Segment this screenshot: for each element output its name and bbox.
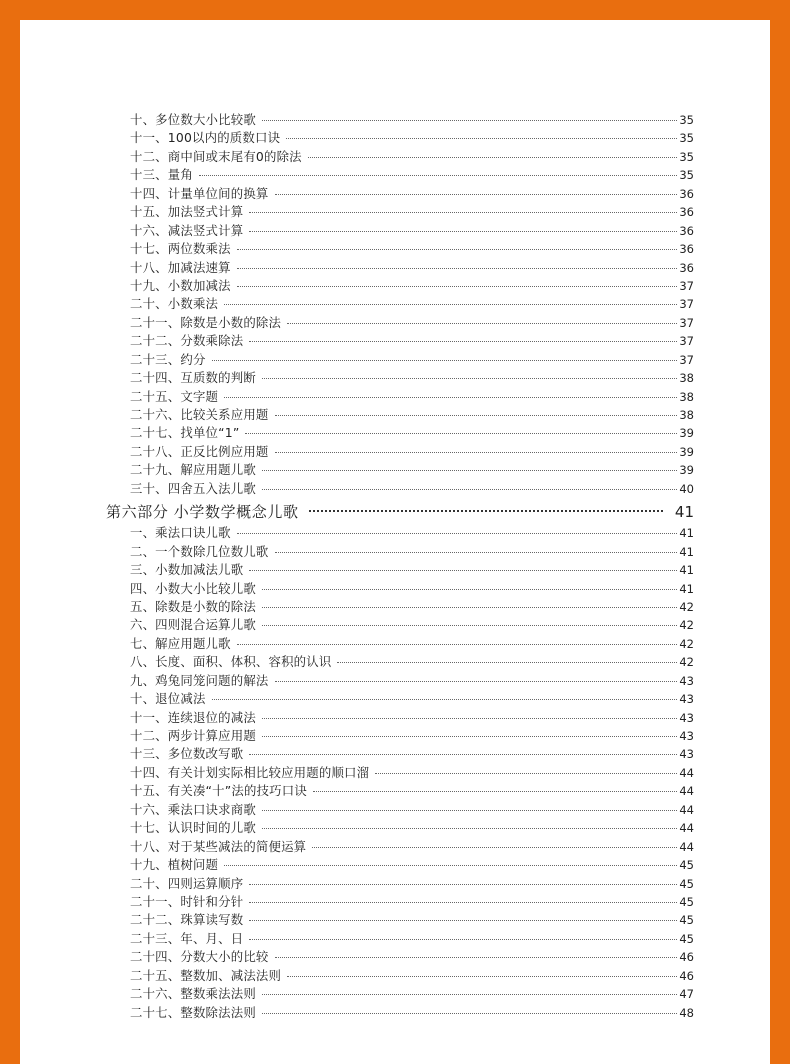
toc-entry-title: 四、小数大小比较儿歌: [130, 580, 256, 596]
toc-entry: [20, 727, 770, 745]
toc-dot-leader: [262, 625, 677, 626]
toc-page-number: 41: [679, 581, 694, 596]
toc-entry-title: 三、小数加减法儿歌: [130, 562, 244, 578]
toc-entry: [20, 838, 770, 856]
toc-entry: [20, 148, 770, 166]
toc-entry: [20, 709, 770, 727]
toc-page-number: 45: [679, 894, 694, 909]
toc-page-number: 37: [679, 334, 694, 349]
toc-page-number: 46: [679, 968, 694, 983]
toc-entry: [20, 985, 770, 1003]
toc-dot-leader: [262, 718, 677, 719]
toc-page-number: 37: [679, 352, 694, 367]
toc-entry: [20, 129, 770, 147]
toc-dot-leader: [245, 433, 677, 434]
toc-page-number: 39: [679, 426, 694, 441]
toc-page-number: 42: [679, 636, 694, 651]
toc-dot-leader: [249, 212, 677, 213]
toc-entry-title: 十四、有关计划实际相比较应用题的顺口溜: [130, 764, 370, 780]
toc-entry: [20, 111, 770, 129]
toc-page-number: 43: [679, 673, 694, 688]
toc-dot-leader: [249, 884, 677, 885]
toc-entry-title: 十三、量角: [130, 167, 193, 183]
toc-page-number: 38: [679, 371, 694, 386]
toc-entry-title: 十九、植树问题: [130, 857, 219, 873]
toc-page-number: 44: [679, 802, 694, 817]
toc-entry-title: 十三、多位数改写歌: [130, 746, 244, 762]
toc-page-number: 44: [679, 821, 694, 836]
toc-entry: [20, 332, 770, 350]
toc-page-number: 42: [679, 655, 694, 670]
toc-dot-leader: [199, 175, 677, 176]
toc-dot-leader: [237, 249, 678, 250]
toc-page-number: 39: [679, 463, 694, 478]
toc-entry: [20, 948, 770, 966]
toc-entry: [20, 911, 770, 929]
toc-dot-leader: [308, 157, 678, 158]
toc-dot-leader: [249, 231, 677, 232]
toc-dot-leader: [224, 304, 677, 305]
toc-entry: [20, 616, 770, 634]
toc-entry: [20, 259, 770, 277]
toc-entry-title: 二十五、整数加、减法法则: [130, 967, 282, 983]
toc-dot-leader: [262, 378, 677, 379]
toc-dot-leader: [287, 323, 677, 324]
toc-entry: [20, 369, 770, 387]
toc-entry: [20, 166, 770, 184]
toc-entry-title: 七、解应用题儿歌: [130, 635, 231, 651]
toc-entry: [20, 240, 770, 258]
toc-entry: [20, 203, 770, 221]
toc-entry-title: 三十、四舍五入法儿歌: [130, 480, 256, 496]
toc-part-title: 第六部分 小学数学概念儿歌: [106, 503, 299, 522]
toc-entry: [20, 406, 770, 424]
table-of-contents: [20, 111, 770, 1022]
toc-dot-leader: [262, 470, 677, 471]
toc-page-number: 37: [679, 315, 694, 330]
toc-entry-title: 十七、两位数乘法: [130, 241, 231, 257]
toc-entry-title: 十五、加法竖式计算: [130, 204, 244, 220]
toc-entry-title: 八、长度、面积、体积、容积的认识: [130, 654, 332, 670]
toc-entry-title: 十八、加减法速算: [130, 259, 231, 275]
toc-entry: [20, 543, 770, 561]
toc-page-number: 41: [679, 563, 694, 578]
toc-dot-leader: [262, 607, 677, 608]
toc-dot-leader: [309, 510, 663, 512]
toc-dot-leader: [249, 754, 677, 755]
toc-entry: [20, 580, 770, 598]
toc-page-number: 44: [679, 765, 694, 780]
toc-entry: [20, 856, 770, 874]
toc-entry-title: 二十一、时针和分针: [130, 893, 244, 909]
toc-page-number: 48: [679, 1005, 694, 1020]
toc-entry: [20, 801, 770, 819]
toc-page-number: 42: [679, 618, 694, 633]
toc-page-number: 41: [679, 544, 694, 559]
toc-dot-leader: [237, 286, 678, 287]
toc-dot-leader: [262, 810, 677, 811]
toc-dot-leader: [249, 341, 677, 342]
toc-dot-leader: [262, 120, 677, 121]
toc-entry-title: 九、鸡兔同笼问题的解法: [130, 672, 269, 688]
toc-page-number: 44: [679, 784, 694, 799]
toc-entry-title: 二十四、分数大小的比较: [130, 949, 269, 965]
toc-page-number: 43: [679, 729, 694, 743]
toc-entry: [20, 185, 770, 203]
toc-dot-leader: [212, 699, 678, 700]
toc-entry: [20, 388, 770, 406]
toc-page-number: 45: [679, 858, 694, 873]
toc-dot-leader: [249, 939, 677, 940]
toc-entry: [20, 480, 770, 498]
toc-entry-title: 十一、连续退位的减法: [130, 709, 256, 725]
toc-entry-title: 十六、乘法口诀求商歌: [130, 801, 256, 817]
toc-dot-leader: [249, 920, 677, 921]
toc-dot-leader: [262, 994, 677, 995]
toc-entry: [20, 819, 770, 837]
toc-entry-title: 二十六、整数乘法法则: [130, 986, 256, 1002]
toc-entry: [20, 424, 770, 442]
toc-dot-leader: [275, 194, 678, 195]
toc-page-number: 45: [679, 931, 694, 946]
toc-page-number: 35: [679, 113, 694, 127]
toc-entry: [20, 524, 770, 542]
toc-page-number: 44: [679, 839, 694, 854]
toc-dot-leader: [275, 452, 678, 453]
toc-entry-title: 十二、两步计算应用题: [130, 728, 256, 743]
toc-entry: [20, 222, 770, 240]
toc-dot-leader: [313, 791, 677, 792]
toc-entry: [20, 314, 770, 332]
toc-dot-leader: [249, 570, 677, 571]
toc-page-number: 43: [679, 692, 694, 707]
toc-entry: [20, 1004, 770, 1022]
toc-dot-leader: [237, 533, 678, 534]
toc-entry: [20, 277, 770, 295]
toc-entry-title: 二十五、文字题: [130, 388, 219, 404]
toc-page-number: 37: [679, 297, 694, 312]
toc-entry-title: 十、退位减法: [130, 691, 206, 707]
toc-entry-title: 二十六、比较关系应用题: [130, 407, 269, 422]
toc-entry-title: 十二、商中间或末尾有0的除法: [130, 148, 302, 164]
toc-dot-leader: [212, 360, 678, 361]
toc-entry: [20, 893, 770, 911]
toc-entry: [20, 764, 770, 782]
toc-part-heading: [20, 500, 770, 524]
toc-page-number: 41: [679, 526, 694, 541]
toc-page-number: 36: [679, 205, 694, 220]
toc-page-number: 36: [679, 223, 694, 238]
toc-page-number: 36: [679, 186, 694, 201]
toc-entry-title: 十八、对于某些减法的简便运算: [130, 838, 307, 854]
toc-entry: [20, 967, 770, 985]
toc-entry-title: 二十七、找单位“1”: [130, 425, 240, 441]
toc-dot-leader: [262, 489, 677, 490]
toc-entry-title: 十九、小数加减法: [130, 277, 231, 293]
toc-page-number: 36: [679, 260, 694, 275]
toc-dot-leader: [262, 1013, 677, 1014]
toc-entry-title: 二十二、珠算读写数: [130, 912, 244, 928]
toc-page-number: 43: [679, 710, 694, 725]
toc-entry: [20, 690, 770, 708]
toc-entry-title: 二十一、除数是小数的除法: [130, 314, 282, 330]
toc-entry-title: 二十九、解应用题儿歌: [130, 462, 256, 478]
toc-entry: [20, 782, 770, 800]
toc-dot-leader: [275, 552, 678, 553]
toc-entry: [20, 561, 770, 579]
toc-entry: [20, 598, 770, 616]
toc-entry-title: 十四、计量单位间的换算: [130, 185, 269, 201]
toc-entry-title: 二十八、正反比例应用题: [130, 443, 269, 459]
toc-entry-title: 五、除数是小数的除法: [130, 598, 256, 614]
toc-page-number: 43: [679, 747, 694, 762]
toc-page-number: 46: [679, 950, 694, 965]
toc-page-number: 42: [679, 599, 694, 614]
toc-entry: [20, 295, 770, 313]
toc-entry-title: 二十三、年、月、日: [130, 930, 244, 946]
toc-page-number: 38: [679, 408, 694, 422]
toc-page-number: 35: [679, 168, 694, 183]
toc-page-number: 37: [679, 278, 694, 293]
toc-page-number: 40: [679, 481, 694, 496]
toc-page-number: 35: [679, 131, 694, 146]
toc-dot-leader: [375, 773, 677, 774]
toc-entry-title: 十五、有关凑“十”法的技巧口诀: [130, 783, 307, 799]
toc-page-number: 38: [679, 389, 694, 404]
toc-entry-title: 二十二、分数乘除法: [130, 333, 244, 349]
toc-entry: [20, 351, 770, 369]
toc-entry-title: 六、四则混合运算儿歌: [130, 617, 256, 633]
toc-entry-title: 二十、小数乘法: [130, 296, 219, 312]
toc-page-number: 36: [679, 242, 694, 257]
toc-entry-title: 十、多位数大小比较歌: [130, 112, 256, 127]
toc-entry-title: 二、一个数除几位数儿歌: [130, 543, 269, 559]
document-page: [20, 20, 770, 1064]
toc-entry-title: 十六、减法竖式计算: [130, 222, 244, 238]
toc-dot-leader: [224, 397, 677, 398]
toc-page-number: 39: [679, 444, 694, 459]
toc-dot-leader: [262, 589, 677, 590]
toc-entry-title: 十一、100以内的质数口诀: [130, 130, 281, 146]
toc-dot-leader: [312, 847, 677, 848]
toc-entry: [20, 461, 770, 479]
toc-entry: [20, 635, 770, 653]
toc-entry: [20, 653, 770, 671]
toc-dot-leader: [262, 736, 677, 737]
toc-page-number: 45: [679, 876, 694, 891]
toc-dot-leader: [224, 865, 677, 866]
toc-dot-leader: [275, 415, 678, 416]
toc-entry-title: 二十四、互质数的判断: [130, 370, 256, 386]
toc-entry: [20, 875, 770, 893]
toc-entry-title: 二十三、约分: [130, 351, 206, 367]
toc-page-number: 41: [674, 503, 694, 522]
toc-page-number: 47: [679, 987, 694, 1002]
toc-entry: [20, 672, 770, 690]
toc-entry-title: 二十七、整数除法法则: [130, 1004, 256, 1020]
toc-entry-title: 一、乘法口诀儿歌: [130, 525, 231, 541]
toc-dot-leader: [287, 976, 677, 977]
toc-dot-leader: [237, 268, 678, 269]
toc-dot-leader: [275, 681, 678, 682]
toc-dot-leader: [286, 138, 677, 139]
toc-dot-leader: [237, 644, 678, 645]
toc-entry-title: 二十、四则运算顺序: [130, 875, 244, 891]
toc-dot-leader: [262, 828, 677, 829]
toc-dot-leader: [337, 662, 677, 663]
toc-entry: [20, 443, 770, 461]
toc-dot-leader: [249, 902, 677, 903]
toc-dot-leader: [275, 957, 678, 958]
toc-entry: [20, 745, 770, 763]
toc-entry: [20, 930, 770, 948]
toc-page-number: 35: [679, 149, 694, 164]
toc-page-number: 45: [679, 913, 694, 928]
toc-entry-title: 十七、认识时间的儿歌: [130, 820, 256, 836]
